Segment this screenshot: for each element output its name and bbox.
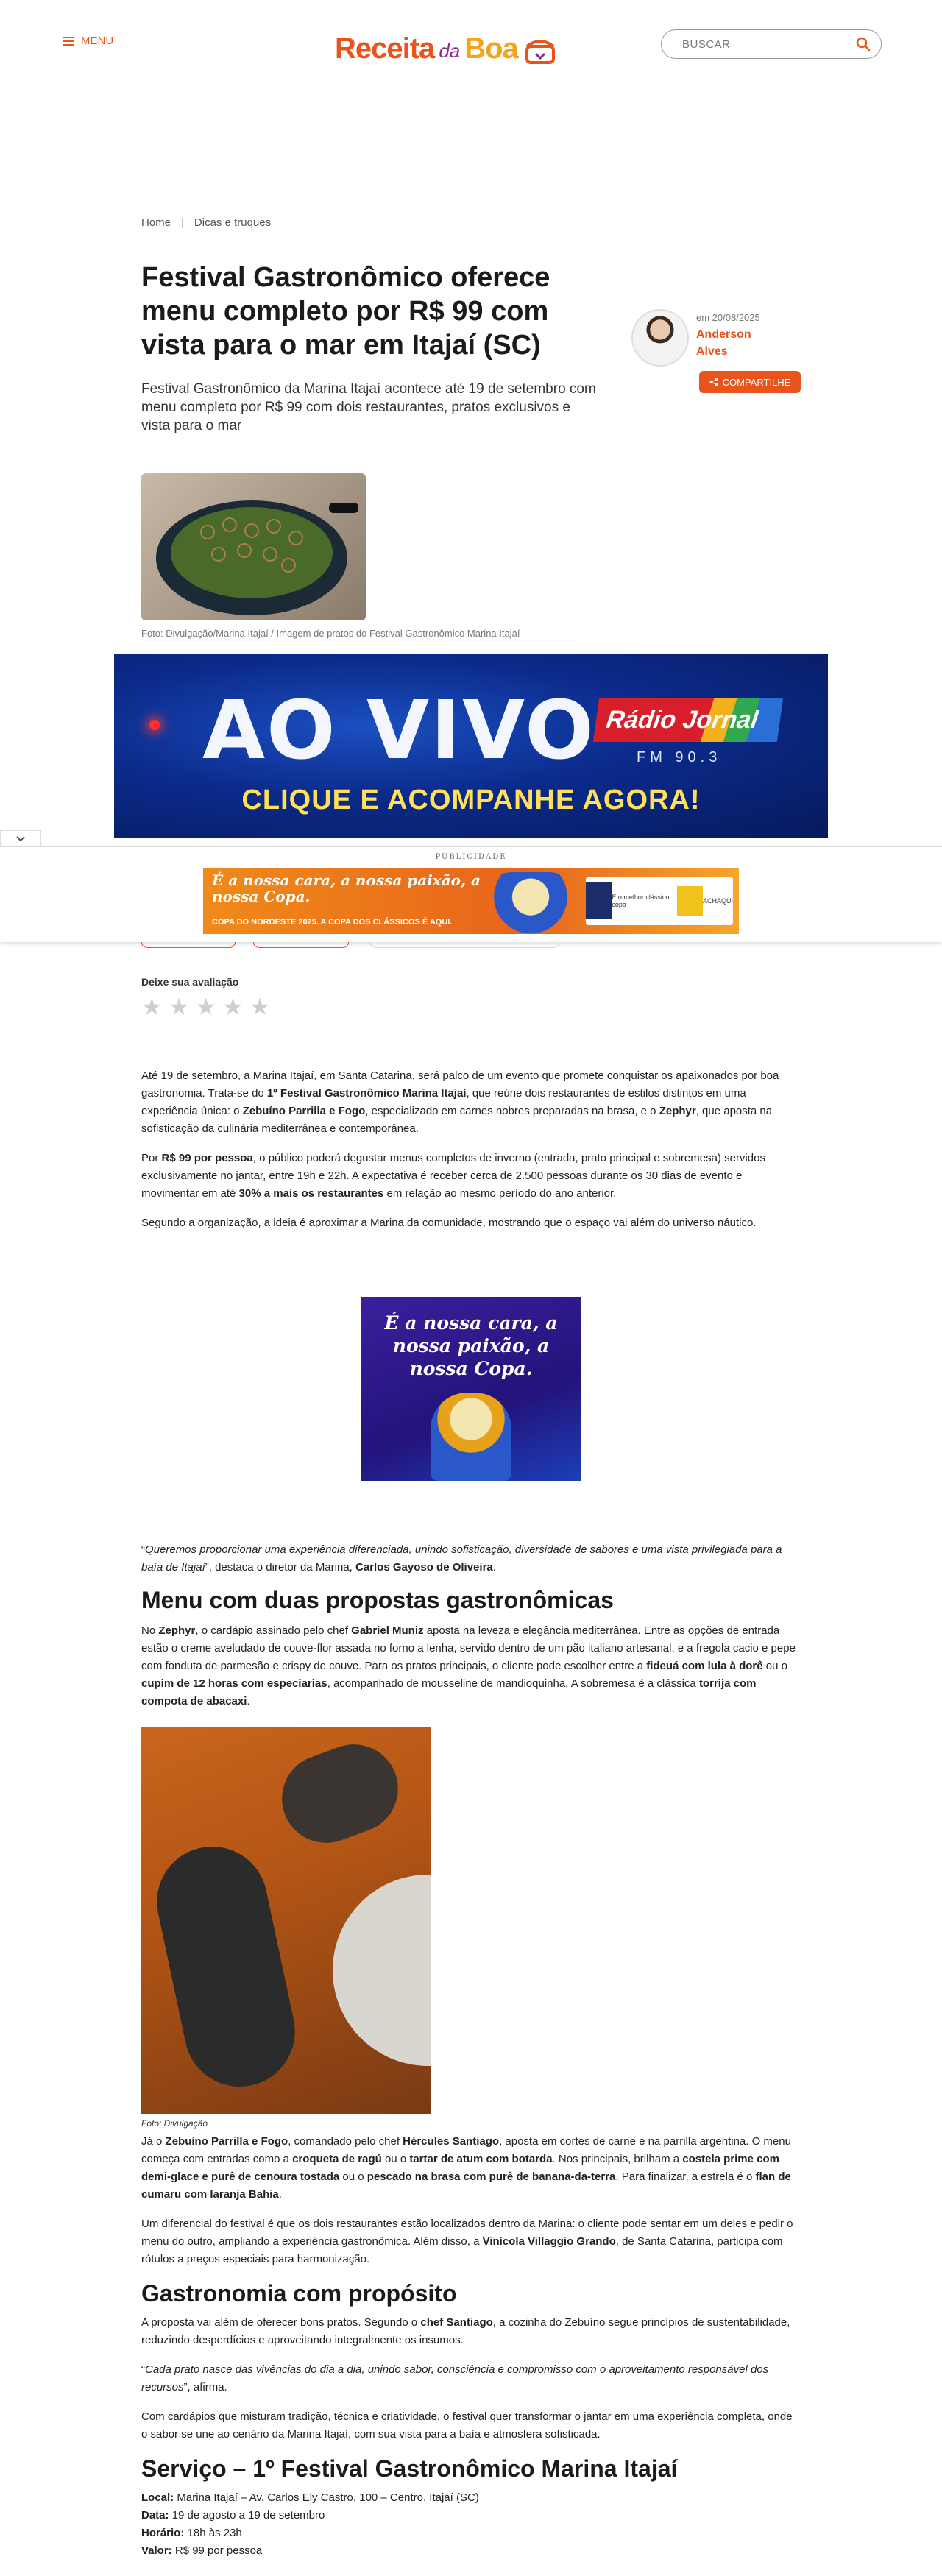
search-placeholder: BUSCAR [682,38,731,51]
copa-ad-headline: É a nossa cara, a nossa paixão, a nossa Copa. [384,1312,558,1379]
quote-paragraph: “Cada prato nasce das vivências do dia a dia, unindo sabor, consciência e compromisso com o aproveitamento responsável dos recursos”, afirma. [141,2363,769,2393]
partner-logo [677,886,703,916]
rating-stars [141,995,270,1019]
ad-frequency: FM 90.3 [637,749,722,765]
mascot-image [431,1393,511,1481]
article-subtitle: Festival Gastronômico da Marina Itajaí acontece até 19 de setembro com menu completo por R$ 99 com dois restaurantes, pratos exclusivos e vista para o mar [141,381,596,434]
search-icon[interactable] [856,37,871,52]
quote-paragraph: “Queremos proporcionar uma experiência diferenciada, unindo sofisticação, diversidade de sabores e uma vista privilegiada para a baía de Itajaí”, destaca o diretor da Marina, Carlos Gayoso de Oliveira. [141,1543,782,1574]
body-paragraph: Por R$ 99 por pessoa, o público poderá degustar menus completos de inverno (entrada, prato principal e sobremesa) servidos exclusivamente no jantar, entre 19h e 22h. A expectativa é receber cerca de 2.500 pessoas durante os 30 dias de evento e movimentar em até 30% a mais os restaurantes em relação ao mesmo período do ano anterior. [141,1152,765,1200]
section-heading: Serviço – 1º Festival Gastronômico Marina Itajaí [141,2455,678,2482]
section-heading: Menu com duas propostas gastronômicas [141,1587,614,1613]
cup-logo [586,882,612,919]
author-avatar[interactable] [631,309,689,367]
share-button[interactable] [699,371,801,393]
live-dot-icon [149,720,160,730]
rating-label: Deixe sua avaliação [141,976,239,988]
ad-brand: Rádio Jornal [593,698,783,742]
sticky-ad [0,846,942,942]
hamburger-icon [63,37,74,46]
breadcrumb-home[interactable]: Home [141,216,171,229]
sticky-ad-headline: É a nossa cara, a nossa paixão, a nossa Copa. [212,871,481,905]
search-input[interactable] [661,29,882,59]
photo-caption: Foto: Divulgação [141,2118,208,2129]
hero-image [141,473,366,620]
hero-caption: Foto: Divulgação/Marina Itajaí / Imagem de pratos do Festival Gastronômico Marina Itajaí [141,628,520,639]
partner-name: ACHAQUI [703,897,734,905]
copa-ad[interactable] [361,1297,581,1481]
collapse-ad-button[interactable] [0,830,41,846]
dish-plate [333,1875,431,2066]
share-icon [709,378,718,386]
chevron-down-icon [15,835,26,843]
sponsor-logo-text: É o melhor clássico copa [612,894,670,908]
service-horario: Horário: 18h às 23h [141,2527,242,2539]
star-icon[interactable]: ★ [168,993,190,1021]
section-heading: Gastronomia com propósito [141,2280,457,2307]
article-title: Festival Gastronômico oferece menu completo por R$ 99 com vista para o mar em Itajaí (SC) [141,262,550,361]
mascot-image [483,872,578,934]
star-icon[interactable]: ★ [141,993,163,1021]
share-label: COMPARTILHE [722,376,791,388]
menu-button[interactable] [63,35,113,47]
sticky-ad-tagline: COPA DO NORDESTE 2025. A COPA DOS CLÁSSICOS É AQUI. [212,918,453,927]
service-info [141,2489,801,2560]
breadcrumb-separator: | [181,216,184,229]
publish-date: em 20/08/2025 [696,312,760,323]
site-logo[interactable] [335,24,558,66]
author-block [631,309,762,367]
service-data: Data: 19 de agosto a 19 de setembro [141,2509,325,2522]
logo-word-receita: Receita [335,32,435,65]
dish-photo [141,1727,431,2114]
menu-label: MENU [81,35,114,47]
author-name[interactable]: Anderson Alves [696,328,751,358]
body-paragraph: Segundo a organização, a ideia é aproximar a Marina da comunidade, mostrando que o espaço vai além do universo náutico. [141,1217,757,1229]
site-header [0,0,942,88]
service-valor: Valor: R$ 99 por pessoa [141,2544,263,2557]
body-paragraph: Um diferencial do festival é que os dois restaurantes estão localizados dentro da Marina: o cliente pode sentar em um deles e pedir o menu do outro, ampliando a experiência gastronômica. Além disso, a Vinícola Villaggio Grando, de Santa Catarina, participa com rótulos a preços especiais para harmonização. [141,2218,793,2265]
dish-plate [146,1836,305,2097]
breadcrumb [141,216,271,229]
ad-label: PUBLICIDADE [435,853,507,861]
star-icon[interactable]: ★ [222,993,244,1021]
logo-word-da: da [439,40,461,62]
service-local: Local: Marina Itajaí – Av. Carlos Ely Castro, 100 – Centro, Itajaí (SC) [141,2491,479,2504]
dish-plate [269,1732,410,1855]
body-paragraph: A proposta vai além de oferecer bons pratos. Segundo o chef Santiago, a cozinha do Zebuíno segue princípios de sustentabilidade, reduzindo desperdícios e aproveitando integralmente os insumos. [141,2316,790,2346]
ad-live-headline: AO VIVO [202,683,595,777]
star-icon[interactable]: ★ [195,993,217,1021]
body-paragraph: Já o Zebuíno Parrilla e Fogo, comandado pelo chef Hércules Santiago, aposta em cortes de carne e na parrilla argentina. O menu começa com entradas como a croqueta de ragú ou o tartar de atum com botarda. Nos principais, brilham a costela prime com demi-glace e purê de cenoura tostada ou o pescado na brasa com purê de banana-da-terra. Para finalizar, a estrela é o flan de cumaru com laranja Bahia. [141,2135,791,2201]
star-icon[interactable]: ★ [249,993,271,1021]
breadcrumb-category[interactable]: Dicas e truques [194,216,272,229]
body-paragraph: Com cardápios que misturam tradição, técnica e criatividade, o festival quer transformar o jantar em uma experiência completa, onde o sabor se une ao cenário da Marina Itajaí, com sua vista para a baía e atmosfera sofisticada. [141,2410,793,2441]
radio-ad-banner[interactable] [114,654,828,838]
body-paragraph: Até 19 de setembro, a Marina Itajaí, em Santa Catarina, será palco de um evento que promete conquistar os apaixonados por boa gastronomia. Trata-se do 1º Festival Gastronômico Marina Itajaí, que reúne dois restaurantes de estilos distintos em uma experiência única: o Zebuíno Parrilla e Fogo, especializado em carnes nobres preparadas na brasa, e o Zephyr, que aposta na sofisticação da culinária mediterrânea e contemporânea. [141,1069,779,1135]
logo-word-boa: Boa [464,32,518,65]
sticky-ad-creative[interactable] [203,868,739,934]
sponsor-logos [586,877,733,925]
pot-icon [523,33,558,66]
ad-cta: CLIQUE E ACOMPANHE AGORA! [241,785,701,815]
body-paragraph: No Zephyr, o cardápio assinado pelo chef Gabriel Muniz aposta na leveza e elegância mediterrânea. Entre as opções de entrada estão o creme aveludado de couve-flor assada no forno a lenha, servido dentro de um pão italiano artesanal, e a fregola cacio e pepe com fonduta de parmesão e crispy de couve. Para os pratos principais, o cliente pode escolher entre a fideuá com lula à dorê ou o cupim de 12 horas com especiarias, acompanhado de mousseline de mandioquinha. A sobremesa é a clássica torrija com compota de abacaxi. [141,1624,796,1708]
